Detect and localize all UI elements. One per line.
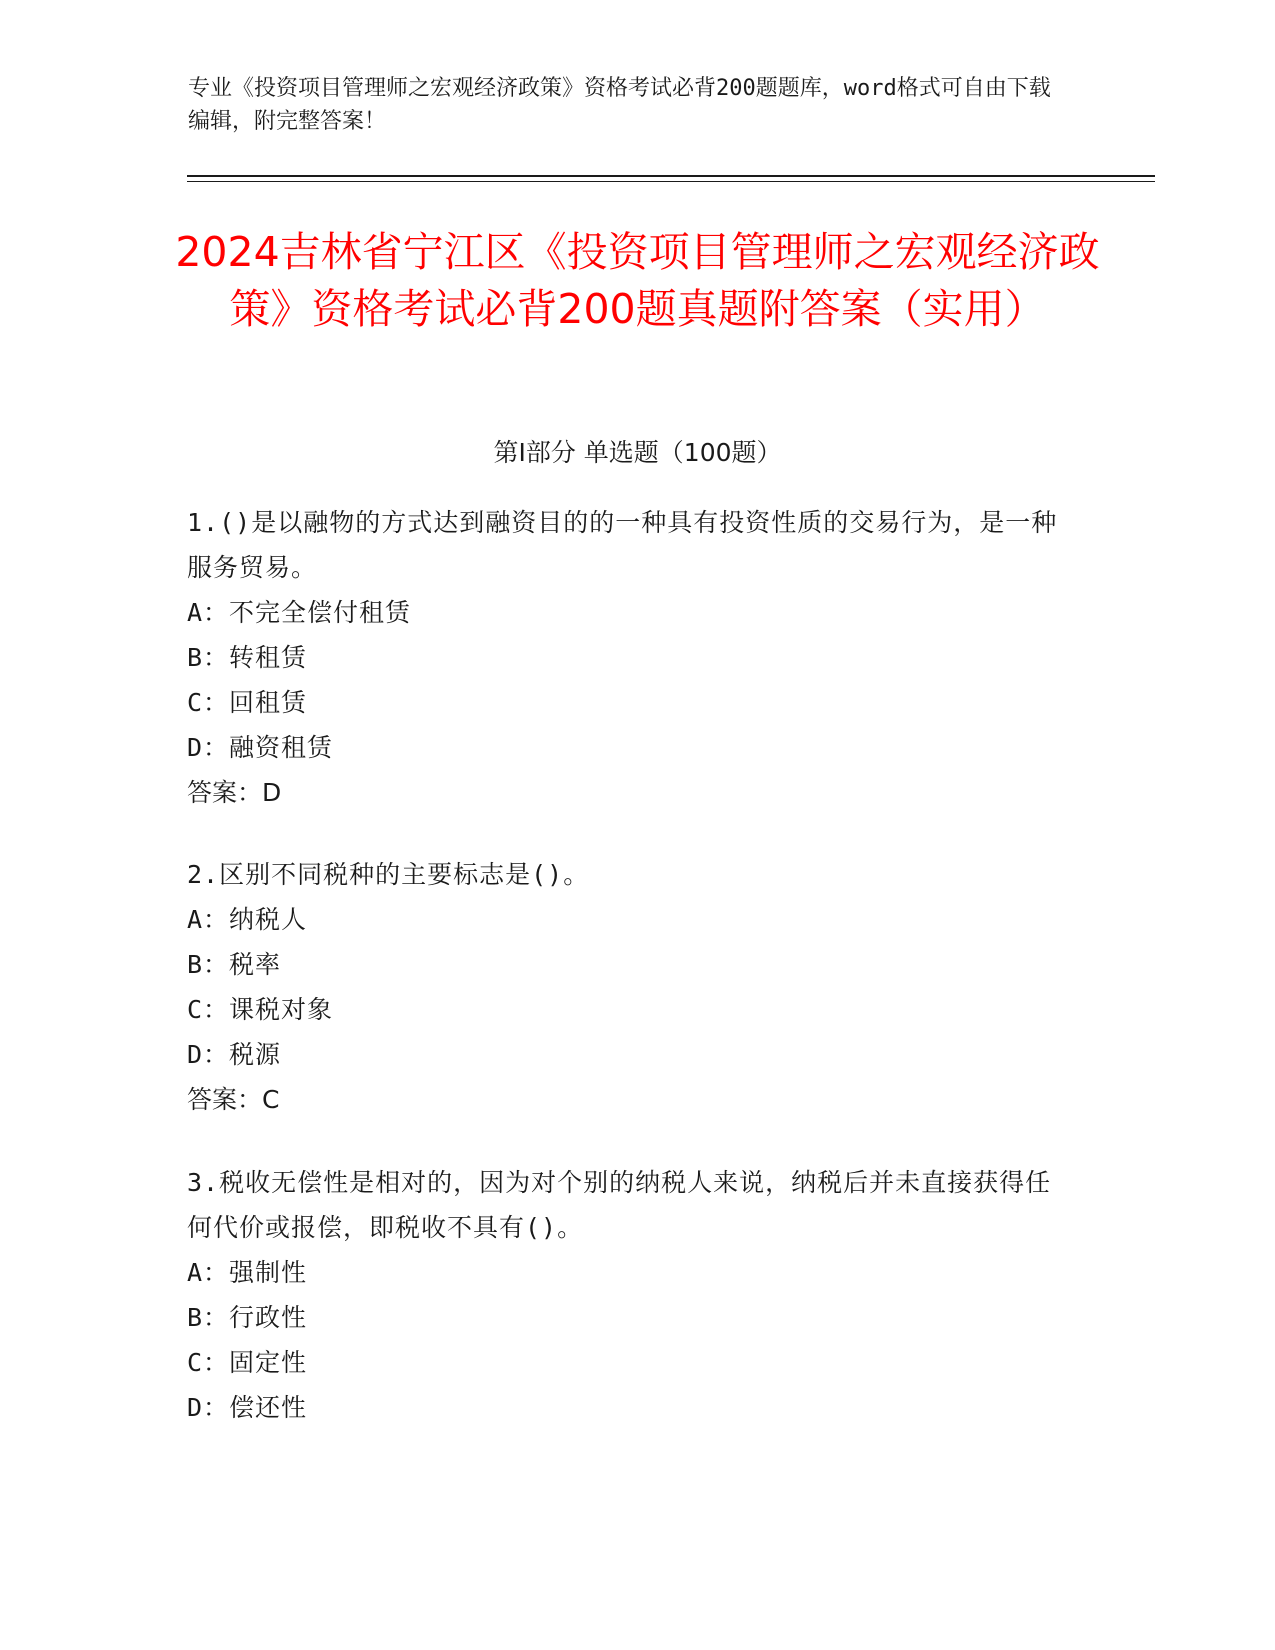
option-d: D：融资租赁 [187, 733, 334, 762]
header-divider-thin [187, 181, 1155, 182]
question-stem: 2.区别不同税种的主要标志是()。 [187, 860, 590, 889]
header-note: 专业《投资项目管理师之宏观经济政策》资格考试必背200题题库，word格式可自由下载编辑，附完整答案！ [188, 76, 1051, 134]
question-3 [187, 1160, 1067, 1430]
question-1 [187, 500, 1067, 815]
option-a: A：纳税人 [187, 905, 308, 934]
question-2 [187, 852, 1067, 1122]
option-a: A：强制性 [187, 1258, 308, 1287]
option-b: B：税率 [187, 950, 282, 979]
option-c: C：固定性 [187, 1348, 308, 1377]
option-a: A：不完全偿付租赁 [187, 598, 412, 627]
answer: 答案：C [187, 1085, 280, 1114]
section-title: 第Ⅰ部分 单选题（100题） [493, 438, 782, 467]
header-divider-thick [187, 175, 1155, 177]
answer: 答案：D [187, 778, 282, 807]
option-c: C：课税对象 [187, 995, 334, 1024]
question-stem: 3.税收无偿性是相对的，因为对个别的纳税人来说，纳税后并未直接获得任何代价或报偿，即税收不具有()。 [187, 1168, 1052, 1242]
option-b: B：转租赁 [187, 643, 308, 672]
option-d: D：偿还性 [187, 1393, 308, 1422]
document-title: 2024吉林省宁江区《投资项目管理师之宏观经济政策》资格考试必背200题真题附答案（实用） [175, 228, 1100, 333]
option-d: D：税源 [187, 1040, 282, 1069]
question-stem: 1.()是以融物的方式达到融资目的的一种具有投资性质的交易行为，是一种服务贸易。 [187, 508, 1058, 582]
option-c: C：回租赁 [187, 688, 308, 717]
option-b: B：行政性 [187, 1303, 308, 1332]
